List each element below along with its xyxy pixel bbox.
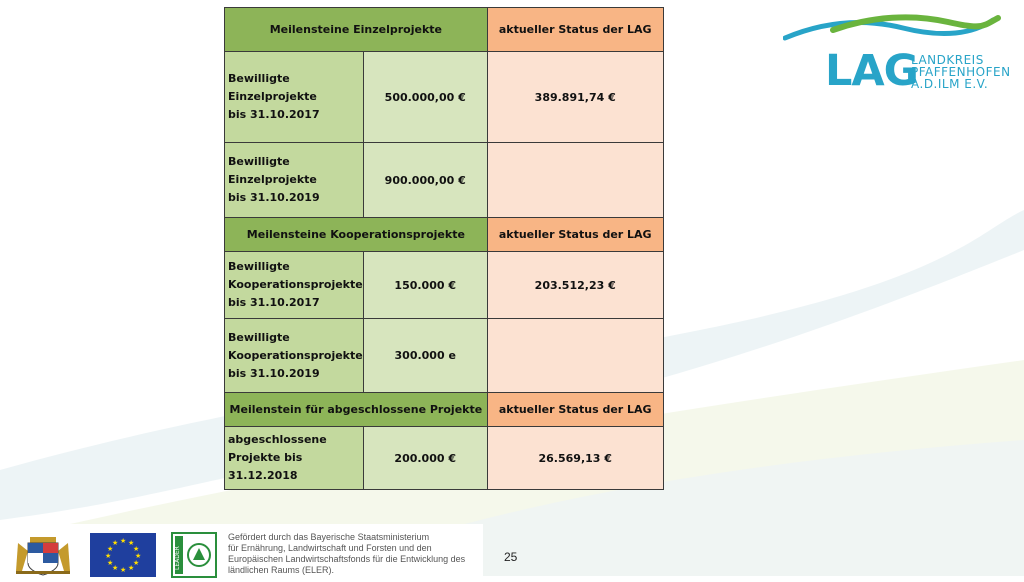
svg-text:★: ★ [112,564,119,572]
svg-text:★: ★ [133,545,140,553]
svg-text:★: ★ [120,566,127,574]
svg-text:★: ★ [128,564,135,572]
svg-text:★: ★ [135,552,142,560]
logo-letters: LAG [825,46,918,96]
table-header-row [225,8,664,52]
bavarian-crest-icon [8,531,78,577]
table-row [225,143,664,218]
svg-text:★: ★ [105,552,112,560]
funding-box [0,524,483,576]
table-row [225,52,664,143]
row-value: 150.000 € [363,252,487,319]
table-header-row [225,393,664,427]
svg-text:★: ★ [107,545,114,553]
svg-text:★: ★ [107,559,114,567]
leader-logo-icon [171,532,217,578]
lag-logo [783,12,1024,97]
row-value: 500.000,00 € [363,52,487,143]
row-value: 900.000,00 € [363,143,487,218]
funding-text: Gefördert durch das Bayerische Staatsministerium für Ernährung, Landwirtschaft und Forsten und den Europäischen Landwirtschaftsfonds für die Entwicklung des ländlichen Raums (ELER). [228,532,466,575]
svg-text:★: ★ [120,537,127,545]
row-label: Bewilligte Einzelprojekte bis 31.10.2017 [225,52,364,143]
milestone-table [224,7,664,490]
table-row [225,319,664,393]
row-label: Bewilligte Kooperationsprojekte bis 31.10.2019 [225,319,364,393]
status-header: aktueller Status der LAG [487,8,663,52]
logo-subtitle: LANDKREIS PFAFFENHOFEN A.D.ILM E.V. [911,53,1011,91]
row-status: 26.569,13 € [487,427,663,490]
section-header: Meilenstein für abgeschlossene Projekte [225,393,488,427]
row-status [487,143,663,218]
table-row [225,252,664,319]
row-status: 203.512,23 € [487,252,663,319]
table-row [225,427,664,490]
row-status: 389.891,74 € [487,52,663,143]
row-value: 200.000 € [363,427,487,490]
row-value: 300.000 e [363,319,487,393]
row-label: Bewilligte Kooperationsprojekte bis 31.10.2017 [225,252,364,319]
row-label: abgeschlossene Projekte bis 31.12.2018 [225,427,364,490]
section-header: Meilensteine Einzelprojekte [225,8,488,52]
row-status [487,319,663,393]
table-header-row [225,218,664,252]
status-header: aktueller Status der LAG [487,393,663,427]
eu-flag-icon [90,533,156,577]
footer [0,518,1024,576]
row-label: Bewilligte Einzelprojekte bis 31.10.2019 [225,143,364,218]
svg-text:★: ★ [112,539,119,547]
page-number: 25 [504,550,518,564]
status-header: aktueller Status der LAG [487,218,663,252]
svg-text:★: ★ [133,559,140,567]
section-header: Meilensteine Kooperationsprojekte [225,218,488,252]
svg-text:LEADER: LEADER [174,546,181,570]
svg-text:★: ★ [128,539,135,547]
